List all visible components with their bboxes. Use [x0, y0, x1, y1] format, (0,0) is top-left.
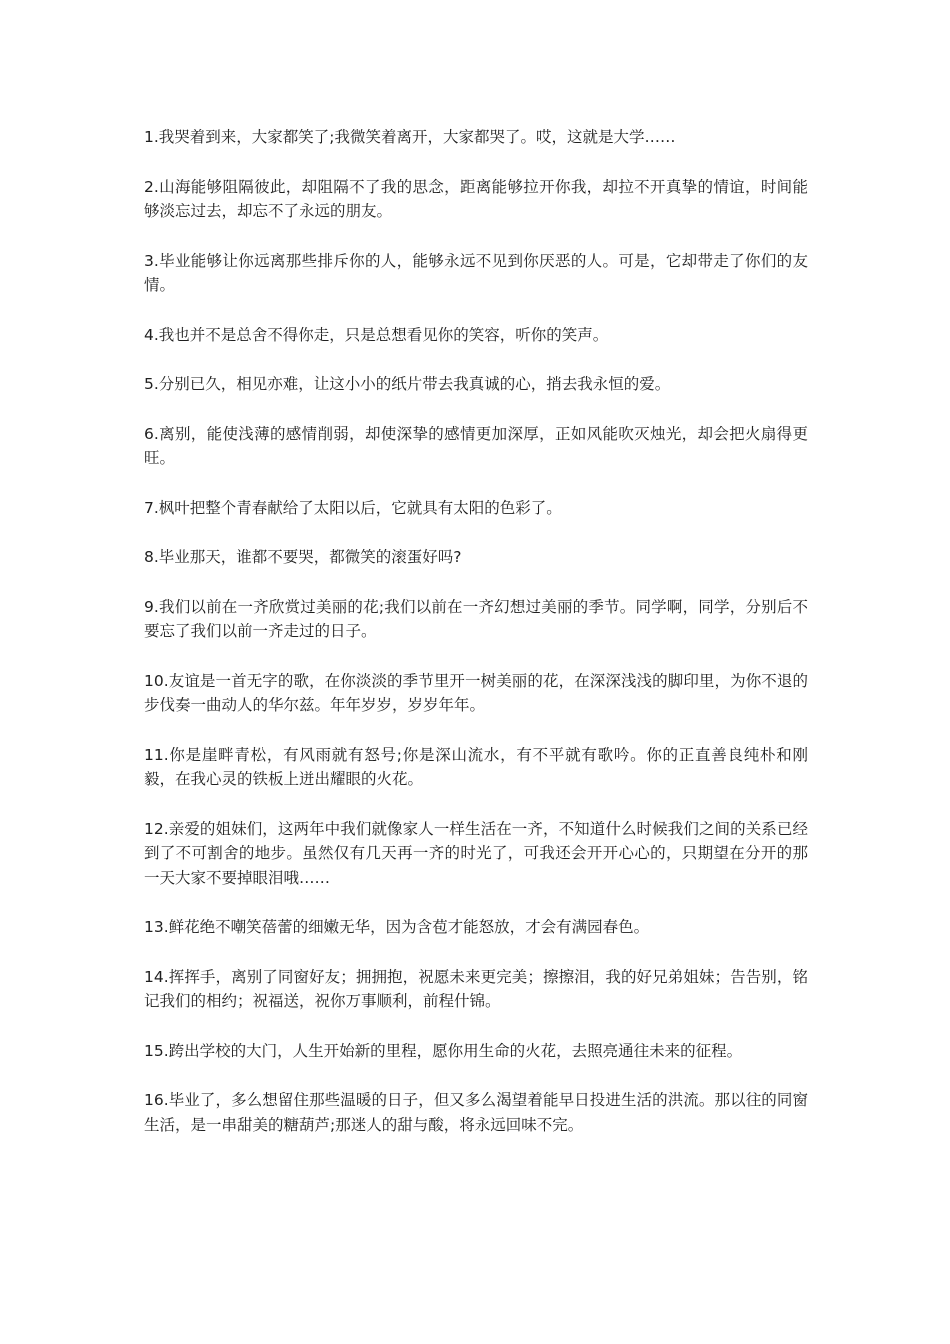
paragraph: 10.友谊是一首无字的歌，在你淡淡的季节里开一树美丽的花，在深深浅浅的脚印里，为你不退的步伐奏一曲动人的华尔兹。年年岁岁，岁岁年年。 — [144, 671, 808, 714]
paragraph: 6.离别，能使浅薄的感情削弱，却使深挚的感情更加深厚，正如风能吹灭烛光，却会把火扇得更旺。 — [144, 424, 808, 467]
paragraph: 4.我也并不是总舍不得你走，只是总想看见你的笑容，听你的笑声。 — [144, 325, 609, 344]
document-body — [144, 125, 808, 1162]
paragraph: 12.亲爱的姐妹们，这两年中我们就像家人一样生活在一齐，不知道什么时候我们之间的关系已经到了不可割舍的地步。虽然仅有几天再一齐的时光了，可我还会开开心心的，只期望在分开的那一天大家不要掉眼泪哦…… — [144, 819, 808, 887]
paragraph: 14.挥挥手，离别了同窗好友；拥拥抱，祝愿未来更完美；擦擦泪，我的好兄弟姐妹；告告别，铭记我们的相约；祝福送，祝你万事顺利，前程什锦。 — [144, 967, 808, 1010]
paragraph: 11.你是崖畔青松，有风雨就有怒号;你是深山流水，有不平就有歌吟。你的正直善良纯朴和刚毅，在我心灵的铁板上迸出耀眼的火花。 — [144, 745, 808, 788]
paragraph: 9.我们以前在一齐欣赏过美丽的花;我们以前在一齐幻想过美丽的季节。同学啊，同学，分别后不要忘了我们以前一齐走过的日子。 — [144, 597, 808, 640]
paragraph: 15.跨出学校的大门，人生开始新的里程，愿你用生命的火花，去照亮通往未来的征程。 — [144, 1041, 743, 1060]
paragraph: 8.毕业那天，谁都不要哭，都微笑的滚蛋好吗? — [144, 548, 462, 566]
paragraph: 13.鲜花绝不嘲笑蓓蕾的细嫩无华，因为含苞才能怒放，才会有满园春色。 — [144, 918, 650, 936]
paragraph: 2.山海能够阻隔彼此，却阻隔不了我的思念，距离能够拉开你我，却拉不开真挚的情谊，时间能够淡忘过去，却忘不了永远的朋友。 — [144, 177, 808, 220]
paragraph: 5.分别已久，相见亦难，让这小小的纸片带去我真诚的心，捎去我永恒的爱。 — [144, 375, 671, 393]
paragraph: 3.毕业能够让你远离那些排斥你的人，能够永远不见到你厌恶的人。可是，它却带走了你们的友情。 — [144, 251, 808, 294]
paragraph: 16.毕业了，多么想留住那些温暖的日子，但又多么渴望着能早日投进生活的洪流。那以往的同窗生活，是一串甜美的糖葫芦;那迷人的甜与酸，将永远回味不完。 — [144, 1091, 808, 1134]
paragraph: 7.枫叶把整个青春献给了太阳以后，它就具有太阳的色彩了。 — [144, 498, 562, 517]
paragraph: 1.我哭着到来，大家都笑了;我微笑着离开，大家都哭了。哎，这就是大学…… — [144, 128, 676, 146]
